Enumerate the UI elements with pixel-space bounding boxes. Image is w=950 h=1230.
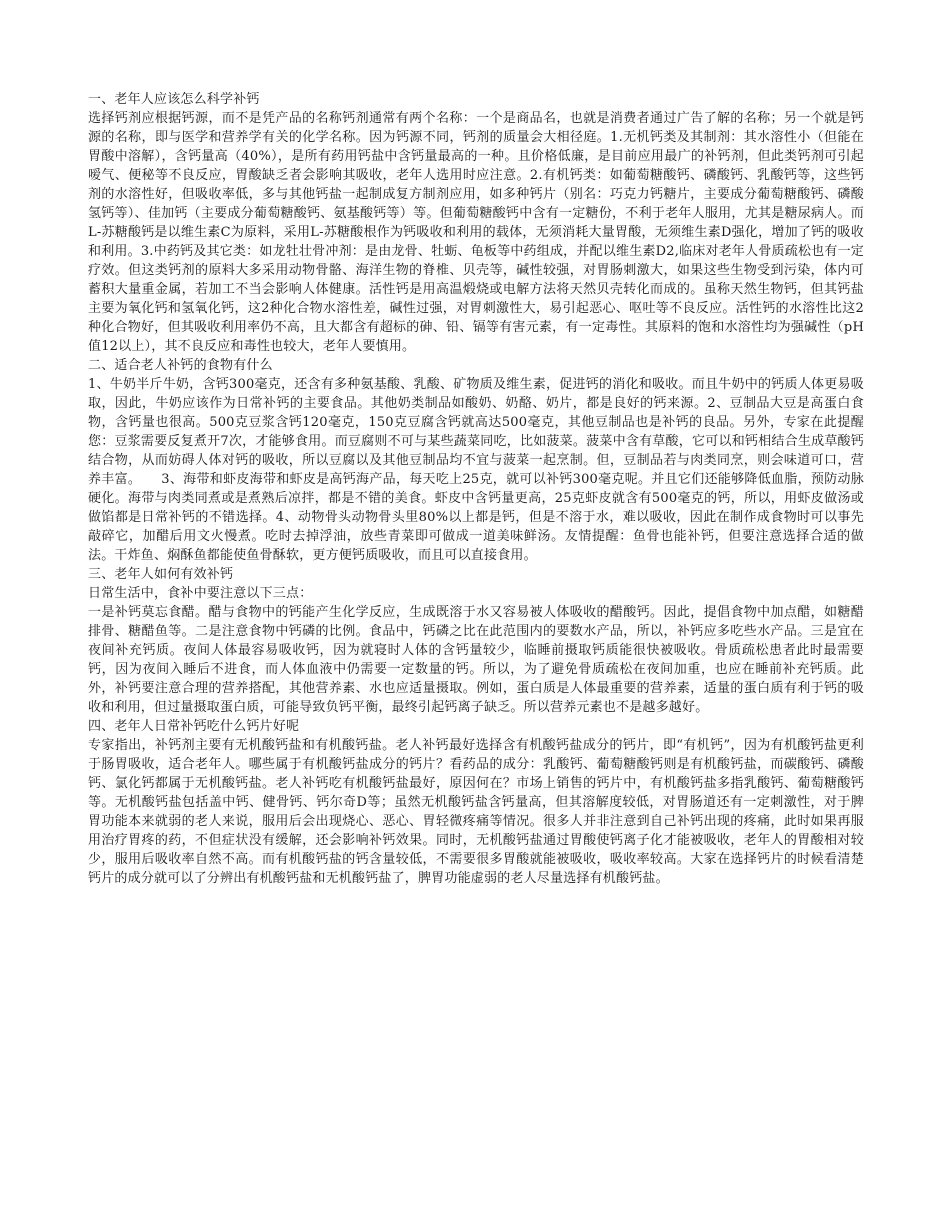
section-paragraph: 选择钙剂应根据钙源，而不是凭产品的名称钙剂通常有两个名称：一个是商品名，也就是消费者通过广告了解的名称；另一个就是钙源的名称，即与医学和营养学有关的化学名称。因为钙源不同，钙剂的质量会大相径庭。1.无机钙类及其制剂：其水溶性小（但能在胃酸中溶解），含钙量高（40%），是所有药用钙盐中含钙量最高的一种。且价格低廉，是目前应用最广的补钙剂，但此类钙剂可引起嗳气、便秘等不良反应，胃酸缺乏者会影响其吸收，老年人选用时应注意。2.有机钙类：如葡萄糖酸钙、磷酸钙、乳酸钙等，这些钙剂的水溶性好，但吸收率低，多与其他钙盐一起制成复方制剂应用，如多种钙片（别名：巧克力钙糖片，主要成分葡萄糖酸钙、磷酸氢钙等）、佳加钙（主要成分葡萄糖酸钙、氨基酸钙等）等。但葡萄糖酸钙中含有一定糖份，不利于老年人服用，尤其是糖尿病人。而L-苏糖酸钙是以维生素C为原料，采用L-苏糖酸根作为钙吸收和利用的载体，无须消耗大量胃酸，无须维生素D强化，增加了钙的吸收和利用。3.中药钙及其它类：如龙牡壮骨冲剂：是由龙骨、牡蛎、龟板等中药组成，并配以维生素D2,临床对老年人骨质疏松也有一定疗效。但这类钙剂的原料大多采用动物骨骼、海洋生物的脊椎、贝壳等，碱性较强，对胃肠刺激大，如果这些生物受到污染，体内可蓄积大量重金属，若加工不当会影响人体健康。活性钙是用高温煅烧或电解方法将天然贝壳转化而成的。虽称天然生物钙，但其钙盐主要为氧化钙和氢氧化钙，这2种化合物水溶性差，碱性过强，对胃刺激性大，易引起恶心、呕吐等不良反应。活性钙的水溶性比这2种化合物好，但其吸收利用率仍不高，且大都含有超标的砷、铅、镉等有害元素，有一定毒性。其原料的饱和水溶性均为强碱性（pH值12以上），其不良反应和毒性也较大，老年人要慎用。	[88, 111, 864, 354]
document-page	[88, 90, 864, 888]
section-heading: 三、老年人如何有效补钙	[88, 567, 234, 582]
section-1	[88, 90, 864, 356]
section-paragraph: 1、牛奶半斤牛奶，含钙300毫克，还含有多种氨基酸、乳酸、矿物质及维生素，促进钙的消化和吸收。而且牛奶中的钙质人体更易吸取，因此，牛奶应该作为日常补钙的主要食品。其他奶类制品如酸奶、奶酪、奶片，都是良好的钙来源。2、豆制品大豆是高蛋白食物，含钙量也很高。500克豆浆含钙120毫克，150克豆腐含钙就高达500毫克，其他豆制品也是补钙的良品。另外，专家在此提醒您：豆浆需要反复煮开7次，才能够食用。而豆腐则不可与某些蔬菜同吃，比如菠菜。菠菜中含有草酸，它可以和钙相结合生成草酸钙结合物，从而妨碍人体对钙的吸收，所以豆腐以及其他豆制品均不宜与菠菜一起烹制。但，豆制品若与肉类同烹，则会味道可口，营养丰富。 3、海带和虾皮海带和虾皮是高钙海产品，每天吃上25克，就可以补钙300毫克呢。并且它们还能够降低血脂，预防动脉硬化。海带与肉类同煮或是煮熟后凉拌，都是不错的美食。虾皮中含钙量更高，25克虾皮就含有500毫克的钙，所以，用虾皮做汤或做馅都是日常补钙的不错选择。4、动物骨头动物骨头里80%以上都是钙，但是不溶于水，难以吸收，因此在制作成食物时可以事先敲碎它，加醋后用文火慢煮。吃时去掉浮油，放些青菜即可做成一道美味鲜汤。友情提醒：鱼骨也能补钙，但要注意选择合适的做法。干炸鱼、焖酥鱼都能使鱼骨酥软，更方便钙质吸收，而且可以直接食用。	[88, 377, 864, 563]
section-heading: 四、老年人日常补钙吃什么钙片好呢	[88, 719, 300, 734]
section-3	[88, 565, 864, 717]
section-heading: 一、老年人应该怎么科学补钙	[88, 92, 260, 107]
section-paragraph: 专家指出，补钙剂主要有无机酸钙盐和有机酸钙盐。老人补钙最好选择含有机酸钙盐成分的钙片，即“有机钙”，因为有机酸钙盐更利于肠胃吸收，适合老年人。哪些属于有机酸钙盐成分的钙片？看药品的成分：乳酸钙、葡萄糖酸钙则是有机酸钙盐，而碳酸钙、磷酸钙、氯化钙都属于无机酸钙盐。老人补钙吃有机酸钙盐最好，原因何在？市场上销售的钙片中，有机酸钙盐多指乳酸钙、葡萄糖酸钙等。无机酸钙盐包括盖中钙、健骨钙、钙尔奇D等；虽然无机酸钙盐含钙量高，但其溶解度较低，对胃肠道还有一定刺激性，对于脾胃功能本来就弱的老人来说，服用后会出现烧心、恶心、胃轻微疼痛等情况。很多人并非注意到自己补钙出现的疼痛，此时如果再服用治疗胃疼的药，不但症状没有缓解，还会影响补钙效果。同时，无机酸钙盐通过胃酸使钙离子化才能被吸收，老年人的胃酸相对较少，服用后吸收率自然不高。而有机酸钙盐的钙含量较低，不需要很多胃酸就能被吸收，吸收率较高。大家在选择钙片的时候看清楚钙片的成分就可以了分辨出有机酸钙盐和无机酸钙盐了，脾胃功能虚弱的老人尽量选择有机酸钙盐。	[88, 738, 864, 886]
section-heading: 二、适合老人补钙的食物有什么	[88, 358, 273, 373]
section-2	[88, 356, 864, 565]
section-paragraph: 一是补钙莫忘食醋。醋与食物中的钙能产生化学反应，生成既溶于水又容易被人体吸收的醋酸钙。因此，提倡食物中加点醋，如糖醋排骨、糖醋鱼等。二是注意食物中钙磷的比例。食品中，钙磷之比在此范围内的要数水产品，所以，补钙应多吃些水产品。三是宜在夜间补充钙质。夜间人体最容易吸收钙，因为就寝时人体的含钙量较少，临睡前摄取钙质能很快被吸收。骨质疏松患者此时最需要钙，因为夜间入睡后不进食，而人体血液中仍需要一定数量的钙。所以，为了避免骨质疏松在夜间加重，也应在睡前补充钙质。此外，补钙要注意合理的营养搭配，其他营养素、水也应适量摄取。例如，蛋白质是人体最重要的营养素，适量的蛋白质有利于钙的吸收和利用，但过量摄取蛋白质，可能导致负钙平衡，最终引起钙离子缺乏。所以营养元素也不是越多越好。	[88, 605, 864, 715]
section-paragraph: 日常生活中，食补中要注意以下三点：	[88, 586, 313, 601]
section-4	[88, 717, 864, 888]
